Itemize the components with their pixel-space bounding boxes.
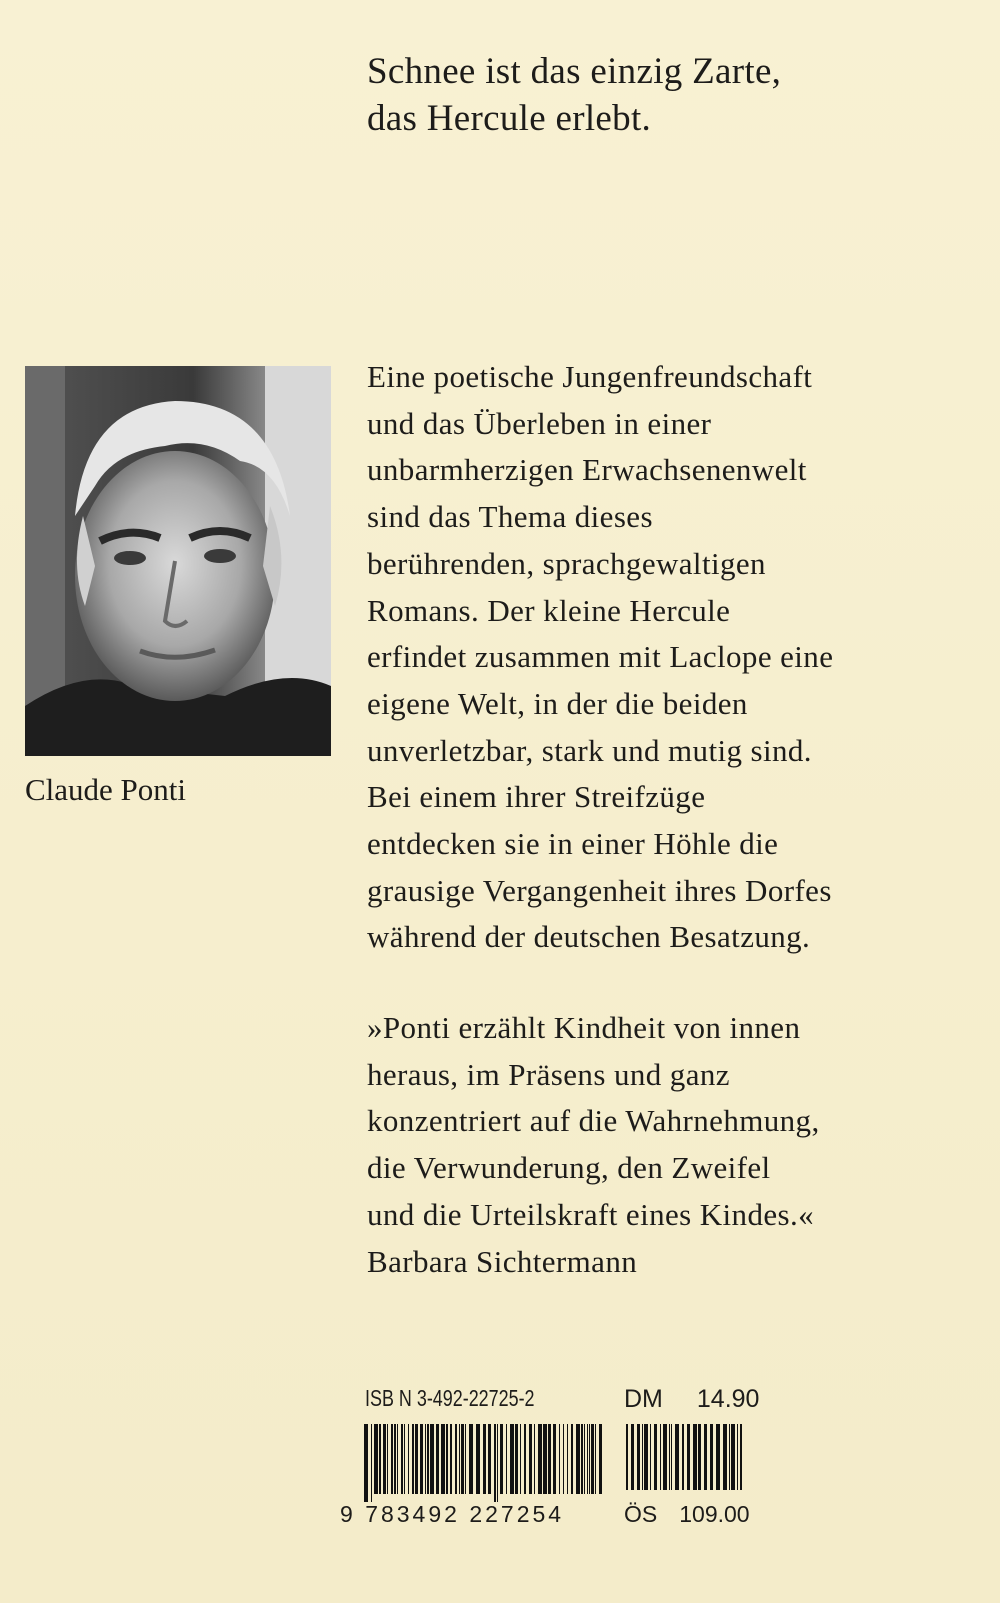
barcode-bar [698,1424,701,1490]
barcode-bar [548,1424,551,1494]
blurb-line: unbarmherzigen Erwachsenenwelt [367,452,807,488]
barcode-bar [425,1424,426,1494]
barcode-bar [671,1424,672,1490]
barcode-bar [567,1424,568,1494]
barcode-bar [488,1424,491,1494]
barcode-bar [397,1424,398,1494]
barcode-bar [364,1424,368,1502]
blurb-text [367,354,833,961]
tagline [367,48,781,142]
barcode-bar [430,1424,434,1494]
review-quote [367,1005,820,1285]
barcode-bar [538,1424,542,1494]
barcode-bar [461,1424,464,1494]
barcode-bar [553,1424,556,1494]
blurb-line: Eine poetische Jungenfreundschaft [367,359,813,394]
barcode-bar [642,1424,643,1490]
barcode-bar [394,1424,396,1494]
barcode-bar [587,1424,588,1494]
isbn-number: ISB N 3-492-22725-2 [365,1385,535,1411]
barcode-bar [476,1424,480,1494]
barcode-bar [650,1424,651,1490]
barcode-bar [391,1424,393,1494]
ean-barcode [364,1424,604,1502]
barcode-bar [427,1424,429,1494]
blurb-line: Romans. Der kleine Hercule [367,592,731,628]
ean-digits [340,1501,564,1528]
barcode-bar [455,1424,457,1494]
barcode-bar [436,1424,439,1494]
barcode-bar [660,1424,661,1490]
dm-label: DM [624,1385,663,1413]
barcode-bar [581,1424,583,1494]
barcode-bar [599,1424,602,1494]
barcode-bar [401,1424,403,1494]
barcode-bar [737,1424,738,1490]
barcode-bar [729,1424,730,1490]
barcode-bar [571,1424,573,1494]
ean-right-group: 227254 [469,1501,565,1527]
barcode-bar [529,1424,532,1494]
blurb-line: und das Überleben in einer [367,405,712,441]
barcode-bar [412,1424,414,1494]
barcode-bar [687,1424,690,1490]
barcode-bar [506,1424,507,1494]
barcode-bar [510,1424,514,1494]
barcode-bar [534,1424,535,1494]
barcode-bar [559,1424,560,1494]
barcode-bar [387,1424,388,1494]
barcode-bar [459,1424,460,1494]
barcode-bar [675,1424,679,1490]
barcode-block [340,1385,760,1535]
barcode-bar [631,1424,634,1490]
barcode-bar [524,1424,526,1494]
price-dm [624,1385,759,1414]
price-barcode [626,1424,746,1490]
barcode-bar [465,1424,466,1494]
barcode-bar [450,1424,452,1494]
barcode-bar [740,1424,742,1490]
barcode-bar [374,1424,378,1494]
dm-price: 14.90 [696,1385,760,1413]
price-os [624,1501,750,1528]
quote-line: »Ponti erzählt Kindheit von innen [367,1010,801,1045]
os-label: ÖS [624,1501,658,1527]
os-price: 109.00 [679,1501,750,1527]
blurb-line: entdecken sie in einer Höhle die [367,826,779,862]
barcode-bar [710,1424,713,1490]
barcode-bar [469,1424,473,1494]
barcode-bar [371,1424,372,1502]
blurb-line: Bei einem ihrer Streifzüge [367,779,706,815]
barcode-bar [576,1424,580,1494]
barcode-bar [379,1424,381,1494]
barcode-bar [441,1424,445,1494]
barcode-bar [383,1424,386,1494]
barcode-bar [446,1424,448,1494]
barcode-bar [682,1424,684,1490]
blurb-line: unverletzbar, stark und mutig sind. [367,732,812,768]
barcode-bar [644,1424,648,1490]
barcode-bar [408,1424,409,1494]
barcode-bar [669,1424,670,1490]
barcode-bar [415,1424,418,1494]
barcode-bar [704,1424,707,1490]
barcode-bar [716,1424,720,1490]
quote-line: und die Urteilskraft eines Kindes.« [367,1196,815,1232]
barcode-bar [543,1424,547,1494]
barcode-bar [626,1424,628,1490]
barcode-bar [404,1424,405,1494]
barcode-bar [584,1424,585,1494]
blurb-line: während der deutschen Besatzung. [367,919,811,955]
barcode-bar [520,1424,521,1494]
barcode-bar [497,1424,498,1502]
barcode-bar [589,1424,590,1494]
blurb-line: eigene Welt, in der die beiden [367,685,748,721]
barcode-bar [693,1424,697,1490]
barcode-bar [591,1424,594,1494]
blurb-line: grausige Vergangenheit ihres Dorfes [367,872,832,908]
tagline-line: das Hercule erlebt. [367,98,652,139]
quote-line: heraus, im Präsens und ganz [367,1056,730,1092]
barcode-bar [723,1424,727,1490]
barcode-bar [500,1424,503,1494]
blurb-line: erfindet zusammen mit Laclope eine [367,639,834,675]
blurb-line: sind das Thema dieses [367,499,653,535]
barcode-bar [420,1424,423,1494]
quote-line: konzentriert auf die Wahrnehmung, [367,1103,820,1139]
quote-author: Barbara Sichtermann [367,1243,638,1279]
tagline-line: Schnee ist das einzig Zarte, [367,51,782,92]
barcode-bar [483,1424,486,1494]
barcode-bar [515,1424,518,1494]
barcode-bar [637,1424,640,1490]
barcode-bar [663,1424,667,1490]
barcode-bar [654,1424,657,1490]
barcode-bar [731,1424,735,1490]
author-caption: Claude Ponti [25,772,187,807]
ean-first-digit: 9 [340,1501,356,1527]
ean-left-group: 783492 [365,1501,460,1527]
barcode-bar [595,1424,596,1494]
barcode-bar [563,1424,564,1494]
quote-line: die Verwunderung, den Zweifel [367,1150,771,1186]
author-photo [25,366,331,756]
barcode-bar [494,1424,496,1502]
blurb-line: berührenden, sprachgewaltigen [367,545,766,581]
